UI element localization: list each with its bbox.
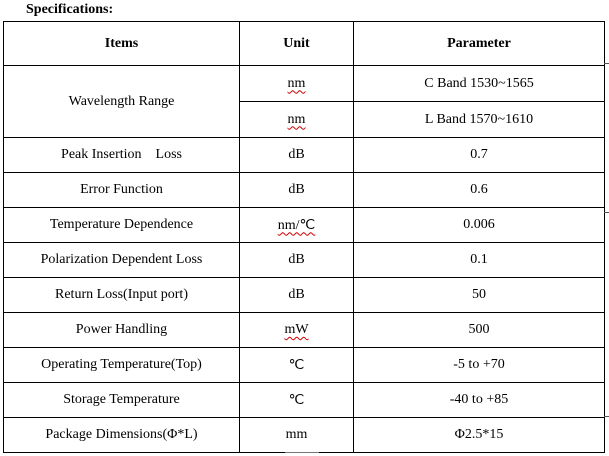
specifications-table [3, 21, 605, 453]
table-row [4, 383, 605, 418]
row-parameter: -5 to +70 [354, 348, 605, 383]
section-heading: Specifications: [26, 2, 114, 17]
unit-text: nm/℃ [277, 217, 316, 233]
row-parameter: 0.006 [354, 208, 605, 243]
unit-text: nm [287, 111, 306, 127]
row-parameter: 0.7 [354, 138, 605, 173]
row-unit [240, 208, 354, 243]
margin-marker [285, 452, 319, 453]
row-unit: ℃ [240, 383, 354, 418]
row-item: Error Function [4, 173, 240, 208]
row-unit [240, 66, 354, 102]
table-row [4, 418, 605, 453]
row-parameter: -40 to +85 [354, 383, 605, 418]
row-unit: ℃ [240, 348, 354, 383]
row-item: Power Handling [4, 313, 240, 348]
table-row [4, 278, 605, 313]
row-item: Peak Insertion Loss [4, 138, 240, 173]
row-item: Operating Temperature(Top) [4, 348, 240, 383]
row-unit [240, 102, 354, 138]
column-header-items: Items [4, 22, 240, 66]
table-row [4, 243, 605, 278]
table-header-row [4, 22, 605, 66]
row-item: Polarization Dependent Loss [4, 243, 240, 278]
column-header-unit: Unit [240, 22, 354, 66]
column-header-parameter: Parameter [354, 22, 605, 66]
row-unit [240, 313, 354, 348]
margin-marker [604, 212, 609, 213]
margin-marker [604, 416, 609, 417]
row-item: Storage Temperature [4, 383, 240, 418]
row-item: Wavelength Range [4, 66, 240, 138]
unit-text: nm [287, 75, 306, 91]
row-unit: dB [240, 138, 354, 173]
row-parameter: 0.6 [354, 173, 605, 208]
margin-marker [604, 63, 609, 64]
unit-text: mW [284, 322, 309, 337]
row-unit: dB [240, 173, 354, 208]
row-parameter: L Band 1570~1610 [354, 102, 605, 138]
row-parameter: C Band 1530~1565 [354, 66, 605, 102]
row-unit: dB [240, 243, 354, 278]
row-parameter: 500 [354, 313, 605, 348]
row-item: Package Dimensions(Φ*L) [4, 418, 240, 453]
row-unit: dB [240, 278, 354, 313]
table-row [4, 173, 605, 208]
table-row [4, 138, 605, 173]
row-parameter: 50 [354, 278, 605, 313]
row-parameter: 0.1 [354, 243, 605, 278]
row-parameter: Φ2.5*15 [354, 418, 605, 453]
row-unit: mm [240, 418, 354, 453]
table-row [4, 208, 605, 243]
table-row [4, 313, 605, 348]
table-row [4, 66, 605, 102]
row-item: Return Loss(Input port) [4, 278, 240, 313]
table-row [4, 348, 605, 383]
row-item: Temperature Dependence [4, 208, 240, 243]
